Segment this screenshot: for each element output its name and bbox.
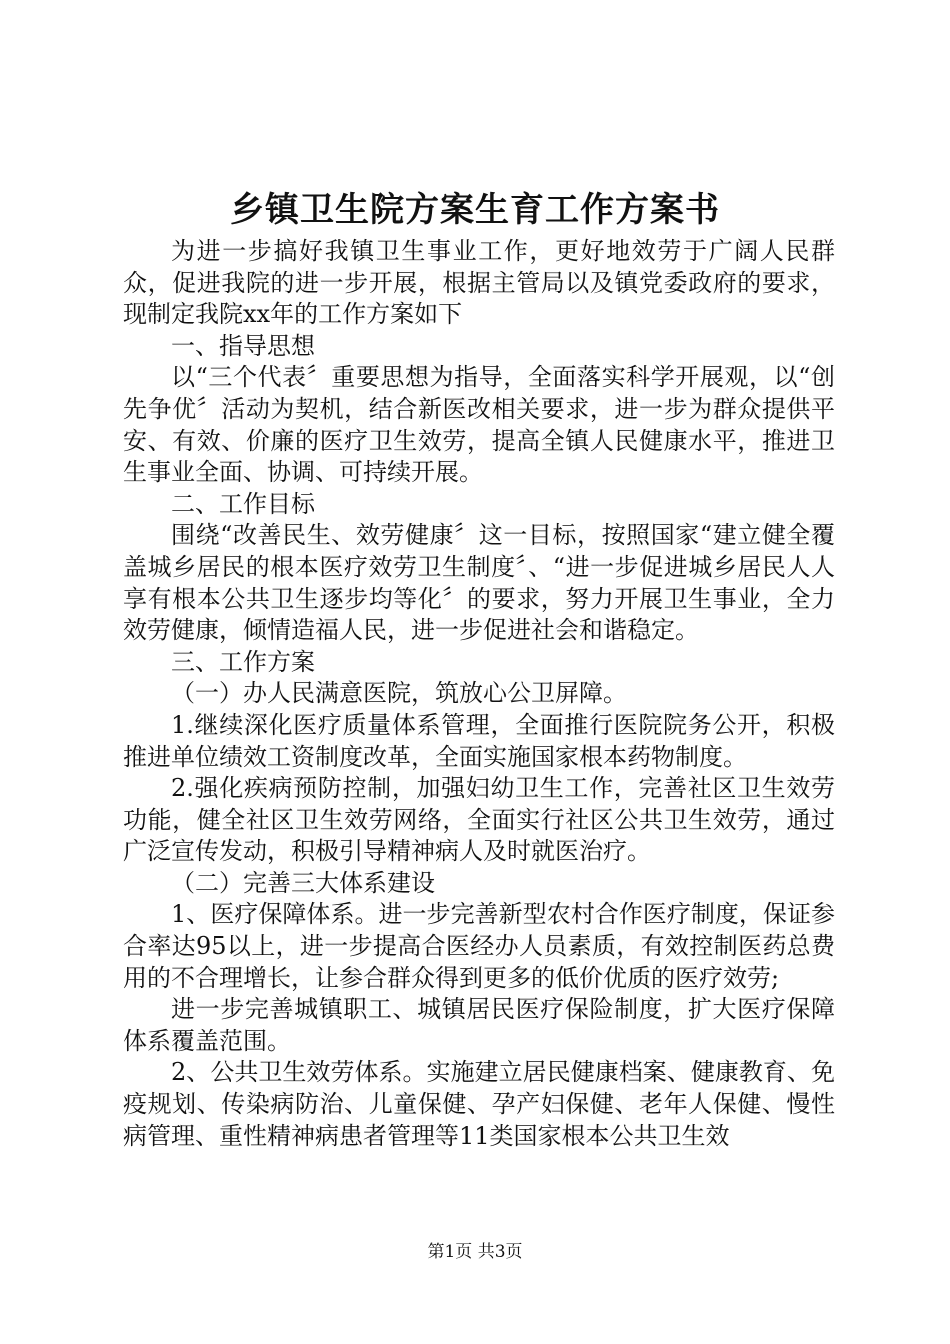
subsection-heading-hospital: （一）办人民满意医院，筑放心公卫屏障。 (171, 679, 627, 708)
paragraph-work-goals: 围绕“改善民生、效劳健康〞这一目标，按照国家“建立健全覆盖城乡居民的根本医疗效劳卫生制度〞、“进一步促进城乡居民人人享有根本公共卫生逐步均等化〞的要求，努力开展卫生事业，全力效劳健康，倾情造福人民，进一步促进社会和谐稳定。 (123, 521, 835, 645)
subsection-heading-three-systems: （二）完善三大体系建设 (171, 868, 435, 897)
section-heading-work-goals: 二、工作目标 (171, 489, 315, 518)
document-body (123, 236, 835, 1152)
paragraph-item-2: 2.强化疾病预防控制，加强妇幼卫生工作，完善社区卫生效劳功能，健全社区卫生效劳网络，全面实行社区公共卫生效劳，通过广泛宣传发动，积极引导精神病人及时就医治疗。 (123, 774, 835, 866)
page-indicator: 第1页 共3页 (427, 1242, 523, 1262)
paragraph-public-health: 2、公共卫生效劳体系。实施建立居民健康档案、健康教育、免疫规划、传染病防治、儿童保健、孕产妇保健、老年人保健、慢性病管理、重性精神病患者管理等11类国家根本公共卫生效 (123, 1058, 835, 1150)
paragraph-guiding-ideology: 以“三个代表〞重要思想为指导，全面落实科学开展观，以“创先争优〞活动为契机，结合新医改相关要求，进一步为群众提供平安、有效、价廉的医疗卫生效劳，提高全镇人民健康水平，推进卫生事业全面、协调、可持续开展。 (123, 363, 835, 487)
section-heading-guiding-ideology: 一、指导思想 (171, 331, 315, 360)
paragraph-intro: 为进一步搞好我镇卫生事业工作，更好地效劳于广阔人民群众，促进我院的进一步开展，根据主管局以及镇党委政府的要求，现制定我院xx年的工作方案如下 (123, 237, 835, 329)
paragraph-medical-insurance: 进一步完善城镇职工、城镇居民医疗保险制度，扩大医疗保障体系覆盖范围。 (123, 995, 835, 1055)
paragraph-medical-security: 1、医疗保障体系。进一步完善新型农村合作医疗制度，保证参合率达95以上，进一步提高合医经办人员素质，有效控制医药总费用的不合理增长，让参合群众得到更多的低价优质的医疗效劳; (123, 900, 835, 992)
paragraph-item-1: 1.继续深化医疗质量体系管理，全面推行医院院务公开，积极推进单位绩效工资制度改革，全面实施国家根本药物制度。 (123, 710, 835, 771)
section-heading-work-plan: 三、工作方案 (171, 647, 315, 676)
document-title: 乡镇卫生院方案生育工作方案书 (230, 190, 720, 230)
